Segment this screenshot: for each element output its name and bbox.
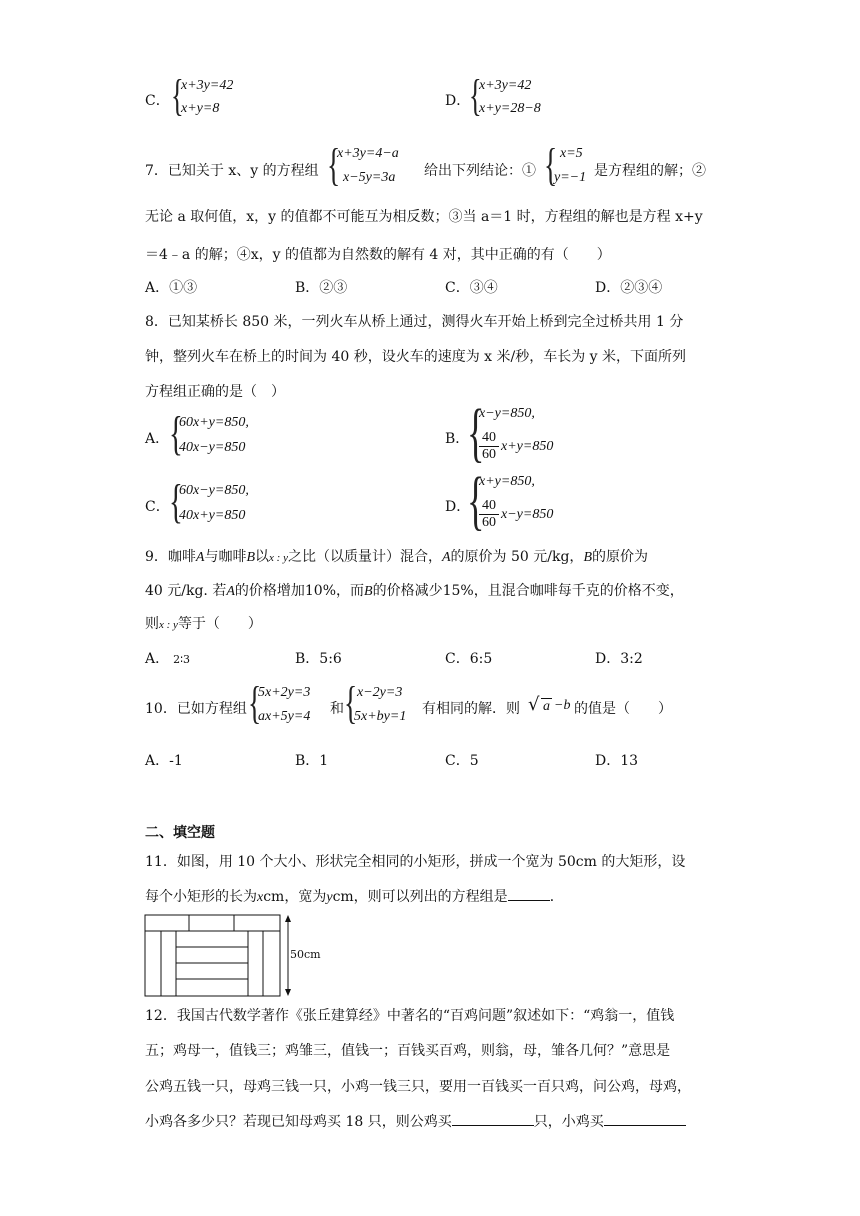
q8-a-eq1: 60x+y=850, xyxy=(179,415,249,430)
q9-line1 xyxy=(145,546,648,566)
q8-b-frac-num: 40 xyxy=(479,430,499,447)
q8-option-a-label: A． xyxy=(145,431,170,447)
q6-option-d-label: D． xyxy=(445,93,471,109)
q9-text: 等于（ ） xyxy=(177,616,262,632)
q7-sol1: x=5 xyxy=(560,146,583,161)
q11-line2 xyxy=(145,886,564,906)
brace-icon: { xyxy=(169,407,183,460)
q9-option-b[interactable]: B．5:6 xyxy=(295,651,342,667)
q8-line1: 8．已知某桥长 850 米，一列火车从桥上通过，测得火车开始上桥到完全过桥共用 1 分 xyxy=(145,314,684,330)
q12-line2: 五；鸡母一，值钱三；鸡雏三，值钱一；百钱买百鸡，则翁，母，雏各几何？”意思是 xyxy=(145,1043,671,1059)
q8-option-c-label: C． xyxy=(145,499,170,515)
q11-figure-label: 50cm xyxy=(290,948,321,961)
q9-text: 的原价为 xyxy=(592,549,648,565)
q8-d-eq2: x−y=850 xyxy=(501,507,554,522)
q6-d-eq2: x+y=28−8 xyxy=(479,101,541,116)
q12-line4 xyxy=(145,1111,686,1131)
q7-option-d[interactable]: D．②③④ xyxy=(595,280,663,296)
q9-line2 xyxy=(145,580,684,600)
q8-option-d-label: D． xyxy=(445,499,471,515)
q9-var-b: B xyxy=(364,584,373,599)
brace-icon: { xyxy=(469,71,482,120)
q10-suffix: 的值是（ ） xyxy=(574,701,672,717)
q11-text: cm，则可以列出的方程组是 xyxy=(332,889,508,905)
q9-line3 xyxy=(145,613,262,633)
q12-chick-blank[interactable] xyxy=(604,1125,686,1126)
q12-text: 只，小鸡买 xyxy=(533,1114,604,1130)
q10-prefix: 10．已如方程组 xyxy=(145,701,247,717)
q10-eq4: 5x+by=1 xyxy=(354,709,407,724)
big-rectangle xyxy=(145,915,280,996)
q9-text: 则 xyxy=(145,616,159,632)
q12-rooster-blank[interactable] xyxy=(452,1125,534,1126)
q7-eq1: x+3y=4−a xyxy=(337,146,399,161)
q9-option-d[interactable]: D．3:2 xyxy=(595,651,643,667)
q8-option-d[interactable] xyxy=(445,464,665,538)
q10-option-c[interactable]: C．5 xyxy=(445,753,479,769)
q11-line1: 11．如图，用 10 个大小、形状完全相同的小矩形，拼成一个宽为 50cm 的大矩形，设 xyxy=(145,854,686,870)
q11-text: cm，宽为 xyxy=(263,889,327,905)
q8-c-eq2: 40x+y=850 xyxy=(179,508,246,523)
q8-option-a[interactable] xyxy=(145,407,345,462)
q7-eq2: x−5y=3a xyxy=(343,170,396,185)
q11-var-y: y xyxy=(326,890,333,905)
q10-option-d[interactable]: D．13 xyxy=(595,753,639,769)
q7-option-b[interactable]: B．②③ xyxy=(295,280,348,296)
brace-icon: { xyxy=(169,475,183,528)
q10-option-a[interactable]: A．-1 xyxy=(145,753,183,769)
q9-var-b: B xyxy=(246,550,256,565)
q7-suffix: 是方程组的解；② xyxy=(594,163,706,179)
arrow-up-icon xyxy=(285,915,291,922)
q9-text: 的原价为 50 元/kg， xyxy=(450,549,584,565)
q10-minus-b: −b xyxy=(554,698,571,713)
brace-icon: { xyxy=(544,139,558,190)
brace-icon: { xyxy=(171,71,184,120)
q8-b-eq2: x+y=850 xyxy=(501,439,554,454)
brace-icon: { xyxy=(344,677,358,728)
q6-d-eq1: x+3y=42 xyxy=(479,78,532,93)
sqrt-icon: √ xyxy=(528,694,540,715)
q10-and: 和 xyxy=(330,701,344,717)
q8-line2: 钟，整列火车在桥上的时间为 40 秒，设火车的速度为 x 米/秒，车长为 y 米，下面所列 xyxy=(145,349,687,365)
q9-var-b: B xyxy=(583,550,592,565)
q7-line2: 无论 a 取何值，x，y 的值都不可能互为相反数；③当 a＝1 时，方程组的解也是方程 x+y xyxy=(145,209,703,225)
q8-option-c[interactable] xyxy=(145,475,345,530)
q9-text: 与咖啡 xyxy=(204,549,247,565)
q12-text: 小鸡各多少只？若现已知母鸡买 18 只，则公鸡买 xyxy=(145,1114,452,1130)
q8-c-eq1: 60x−y=850, xyxy=(179,483,249,498)
q8-b-fraction xyxy=(479,430,499,463)
section-title: 二、填空题 xyxy=(145,825,215,841)
q7-prefix: 7．已知关于 x、y 的方程组 xyxy=(145,163,319,179)
q9-text: 的价格减少15%，且混合咖啡每千克的价格不变， xyxy=(372,583,684,599)
q6-option-c-label: C． xyxy=(145,93,170,109)
q7-option-a[interactable]: A．①③ xyxy=(145,280,198,296)
q8-b-frac-den: 60 xyxy=(482,447,496,462)
q9-text: 的价格增加10%，而 xyxy=(234,583,365,599)
q10-mid: 有相同的解．则 xyxy=(422,701,520,717)
q8-line3: 方程组正确的是（ ） xyxy=(145,384,285,400)
q8-d-frac-den: 60 xyxy=(482,515,496,530)
q11-var-x: x xyxy=(257,890,264,905)
q11-text: 每个小矩形的长为 xyxy=(145,889,257,905)
q12-line3: 公鸡五钱一只，母鸡三钱一只，小鸡一钱三只，要用一百钱买一百只鸡，问公鸡，母鸡， xyxy=(145,1079,691,1095)
q9-option-a-label: A． xyxy=(145,651,170,667)
q9-option-c[interactable]: C．6:5 xyxy=(445,651,493,667)
q9-ratio: x : y xyxy=(269,552,288,564)
q8-option-b[interactable] xyxy=(445,396,665,470)
q8-b-eq1: x−y=850, xyxy=(479,406,535,421)
q6-c-eq2: x+y=8 xyxy=(181,101,220,116)
q8-d-frac-num: 40 xyxy=(479,498,499,515)
q8-d-eq1: x+y=850, xyxy=(479,474,535,489)
brace-icon: { xyxy=(467,396,485,469)
brace-icon: { xyxy=(248,677,262,728)
q11-text: ． xyxy=(549,889,564,905)
q6-c-eq1: x+3y=42 xyxy=(181,78,234,93)
q8-option-b-label: B． xyxy=(445,431,470,447)
q10-option-b[interactable]: B．1 xyxy=(295,753,329,769)
q9-text: 40 元/kg. 若 xyxy=(145,583,227,599)
q9-ratio: x : y xyxy=(159,619,178,631)
q8-d-fraction xyxy=(479,498,499,531)
q8-a-eq2: 40x−y=850 xyxy=(179,440,246,455)
q7-mid: 给出下列结论：① xyxy=(424,163,536,179)
brace-icon: { xyxy=(467,464,485,537)
q10-sqrt-arg: a xyxy=(543,699,550,714)
q6-option-c[interactable] xyxy=(145,71,345,122)
q10-eq3: x−2y=3 xyxy=(357,685,403,700)
q7-line3: ＝4﹣a 的解；④x，y 的值都为自然数的解有 4 对，其中正确的有（ ） xyxy=(145,247,611,263)
q9-text: 以 xyxy=(255,549,270,565)
q11-answer-blank[interactable] xyxy=(508,900,550,901)
q9-var-a: A xyxy=(195,550,205,565)
arrow-down-icon xyxy=(285,989,291,996)
q7-option-c[interactable]: C．③④ xyxy=(445,280,498,296)
brace-icon: { xyxy=(327,139,341,190)
q9-option-a-value: 2∶3 xyxy=(173,653,190,666)
q7-sol2: y=−1 xyxy=(554,170,587,185)
q9-text: 之比（以质量计）混合， xyxy=(287,549,442,565)
q12-line1: 12．我国古代数学著作《张丘建算经》中著名的“百鸡问题”叙述如下：“鸡翁一，值钱 xyxy=(145,1008,675,1024)
q9-text: 9．咖啡 xyxy=(145,549,196,565)
q6-option-d[interactable] xyxy=(445,71,645,122)
q9-var-a: A xyxy=(441,550,451,565)
q9-var-a: A xyxy=(226,584,235,599)
q9-option-a[interactable] xyxy=(145,648,190,668)
q10-eq2: ax+5y=4 xyxy=(258,709,311,724)
q10-eq1: 5x+2y=3 xyxy=(258,685,311,700)
